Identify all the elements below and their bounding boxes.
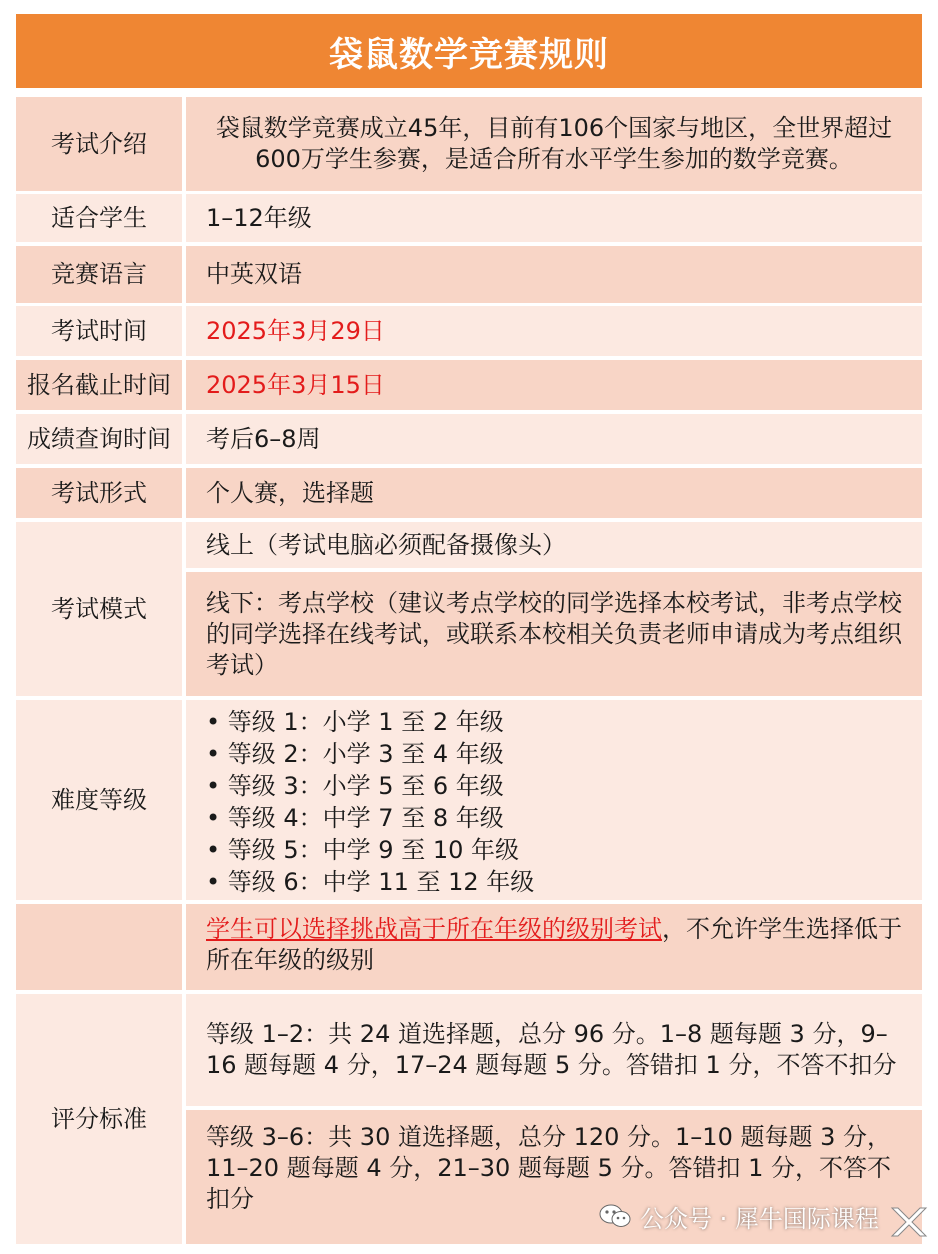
label-language: 竞赛语言 <box>16 246 182 303</box>
label-format: 考试形式 <box>16 468 182 518</box>
label-level-note-empty <box>16 904 182 990</box>
page-title: 袋鼠数学竞赛规则 <box>16 14 922 88</box>
level-item: • 等级 4：中学 7 至 8 年级 <box>206 804 504 832</box>
value-exam-date: 2025年3月29日 <box>186 306 922 356</box>
watermark <box>598 1196 879 1236</box>
label-deadline: 报名截止时间 <box>16 360 182 410</box>
label-scoring: 评分标准 <box>16 994 182 1244</box>
label-intro: 考试介绍 <box>16 97 182 191</box>
level-note-highlight: 学生可以选择挑战高于所在年级的级别考试 <box>206 915 662 943</box>
value-students: 1–12年级 <box>186 194 922 242</box>
level-item: • 等级 3：小学 5 至 6 年级 <box>206 772 504 800</box>
label-levels: 难度等级 <box>16 700 182 900</box>
level-item: • 等级 6：中学 11 至 12 年级 <box>206 868 535 896</box>
value-intro: 袋鼠数学竞赛成立45年，目前有106个国家与地区，全世界超过600万学生参赛，是适合所有水平学生参加的数学竞赛。 <box>186 97 922 191</box>
wechat-icon <box>598 1202 632 1230</box>
value-deadline: 2025年3月15日 <box>186 360 922 410</box>
label-mode: 考试模式 <box>16 522 182 696</box>
value-scoring-level-1-2: 等级 1–2：共 24 道选择题，总分 96 分。1–8 题每题 3 分，9–16 题每题 4 分，17–24 题每题 5 分。答错扣 1 分，不答不扣分 <box>186 994 922 1106</box>
label-results: 成绩查询时间 <box>16 414 182 464</box>
label-students: 适合学生 <box>16 194 182 242</box>
level-item: • 等级 5：中学 9 至 10 年级 <box>206 836 520 864</box>
value-language: 中英双语 <box>186 246 922 303</box>
levels-list <box>186 700 922 900</box>
value-results: 考后6–8周 <box>186 414 922 464</box>
value-scoring-level-3-6: 等级 3–6：共 30 道选择题，总分 120 分。1–10 题每题 3 分，11–20 题每题 4 分，21–30 题每题 5 分。答错扣 1 分，不答不扣分 <box>186 1110 922 1244</box>
label-exam-date: 考试时间 <box>16 306 182 356</box>
level-note-rest: ，不允许学生选择低于所在年级的级别 <box>206 915 902 974</box>
level-item: • 等级 1：小学 1 至 2 年级 <box>206 708 504 736</box>
value-mode-offline: 线下：考点学校（建议考点学校的同学选择本校考试，非考点学校的同学选择在线考试，或联系本校相关负责老师申请成为考点组织考试） <box>186 572 922 696</box>
watermark-text: 公众号 · 犀牛国际课程 <box>640 1204 879 1233</box>
value-mode-online: 线上（考试电脑必须配备摄像头） <box>186 522 922 568</box>
value-format: 个人赛，选择题 <box>186 468 922 518</box>
logo-mark-icon <box>886 1200 930 1244</box>
value-level-note <box>186 904 922 990</box>
level-item: • 等级 2：小学 3 至 4 年级 <box>206 740 504 768</box>
